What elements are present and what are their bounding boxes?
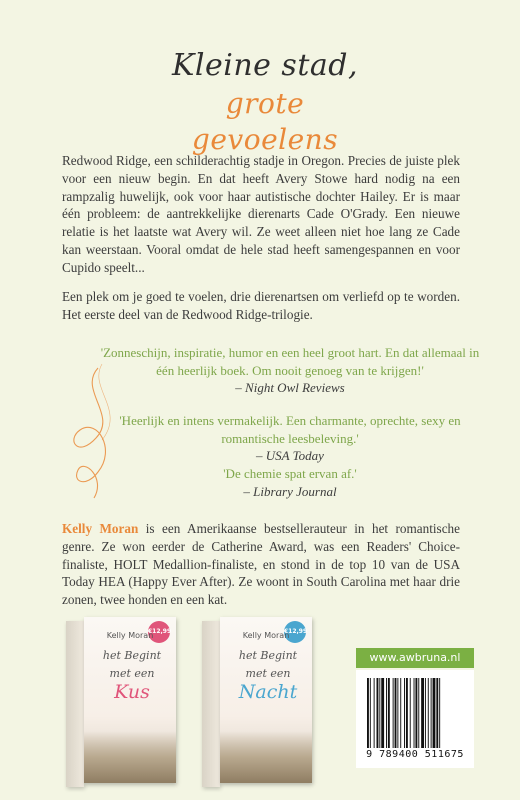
book-author: Kelly Moran	[242, 631, 290, 640]
barcode-bar	[395, 678, 397, 748]
cover-photo-scene	[220, 731, 312, 783]
book-title	[228, 647, 308, 701]
barcode-bar	[377, 678, 379, 748]
review-quote-2-source: – USA Today	[256, 448, 324, 463]
book-title	[92, 647, 172, 701]
publisher-website[interactable]: www.awbruna.nl	[356, 648, 474, 668]
barcode-bar	[386, 678, 387, 748]
barcode-bar	[410, 678, 411, 748]
barcode-bar	[418, 678, 419, 748]
barcode-bar	[404, 678, 405, 748]
barcode-bar	[428, 678, 429, 748]
barcode-bar	[439, 678, 440, 748]
review-quote-3-text: 'De chemie spat ervan af.'	[223, 466, 357, 481]
barcode-bar	[425, 678, 426, 748]
barcode-bar	[414, 678, 415, 748]
barcode-bar	[415, 678, 417, 748]
barcode-bar	[397, 678, 398, 748]
book-cover-nacht	[202, 617, 312, 787]
author-bio	[62, 520, 460, 609]
barcode-bar	[406, 678, 408, 748]
book-author: Kelly Moran	[106, 631, 154, 640]
review-quote-1	[100, 344, 480, 397]
author-bio-text: is een Amerikaanse bestsellerauteur in het romantische genre. Ze won eerder de Catherine Award, was een Readers' Choice-finaliste, HOLT Medallion-finaliste, en stond in de top 10 van de USA Today HEA (Happy Ever After). Ze woont in South Carolina met haar drie zonen, twee honden en een kat.	[62, 521, 460, 608]
review-quote-2-text: 'Heerlijk en intens vermakelijk. Een charmante, oprechte, sexy en romantische leesbeleving.'	[119, 413, 461, 446]
review-quote-3-source: – Library Journal	[243, 483, 337, 499]
tagline	[150, 48, 380, 158]
review-quote-3	[100, 465, 480, 500]
barcode-bar	[381, 678, 384, 748]
price-badge: €12,99	[284, 621, 306, 643]
tagline-line-2: grote gevoelens	[191, 87, 339, 156]
blurb-paragraph-2: Een plek om je goed te voelen, drie dierenartsen om verliefd op te worden. Het eerste deel van de Redwood Ridge-trilogie.	[62, 289, 460, 322]
barcode-bar	[431, 678, 432, 748]
barcode-bar	[433, 678, 436, 748]
barcode-bar	[374, 678, 375, 748]
review-quote-1-source: – Night Owl Reviews	[235, 380, 345, 395]
book-title-pre: het Begint met een	[238, 649, 298, 680]
barcode-bar	[370, 678, 371, 748]
blurb-paragraph-1: Redwood Ridge, een schilderachtig stadje in Oregon. Precies de juiste plek voor een nieuw begin. En dat heeft Avery Stowe hard nodig na een rampzalig huwelijk, ook voor haar autistische dochter Hailey. Er is maar één probleem: de aantrekkelijke dierenarts Cade O'Grady. Een nieuwe relatie is het laatste wat Avery wil. Ze weet alleen niet hoe lang ze Cade kan weerstaan. Vooral omdat de hele stad heeft samengespannen en voor Cupido speelt...	[62, 153, 460, 275]
barcode-bar	[436, 678, 438, 748]
barcode-bar	[393, 678, 394, 748]
review-quote-1-text: 'Zonneschijn, inspiratie, humor en een heel groot hart. En dat allemaal in één heerlijk boek. Om nooit genoeg van te krijgen!'	[100, 345, 480, 378]
book-front	[84, 617, 176, 783]
book-front	[220, 617, 312, 783]
book-title-pre: het Begint met een	[102, 649, 162, 680]
barcode-bar	[388, 678, 390, 748]
price-badge: €12,99	[148, 621, 170, 643]
barcode-bar	[367, 678, 369, 748]
author-name: Kelly Moran	[62, 521, 139, 536]
barcode	[366, 678, 464, 750]
barcode-panel	[356, 670, 474, 768]
barcode-bar	[379, 678, 380, 748]
book-title-word: Kus	[114, 681, 150, 703]
review-quote-2	[100, 412, 480, 465]
book-spine	[202, 621, 220, 787]
cover-photo-scene	[84, 731, 176, 783]
book-spine	[66, 621, 84, 787]
barcode-bar	[400, 678, 401, 748]
tagline-line-1: Kleine stad,	[171, 48, 359, 83]
book-cover-kus	[66, 617, 176, 787]
book-title-word: Nacht	[238, 681, 298, 703]
isbn-number: 9 789400 511675	[366, 749, 464, 760]
barcode-bar	[421, 678, 424, 748]
